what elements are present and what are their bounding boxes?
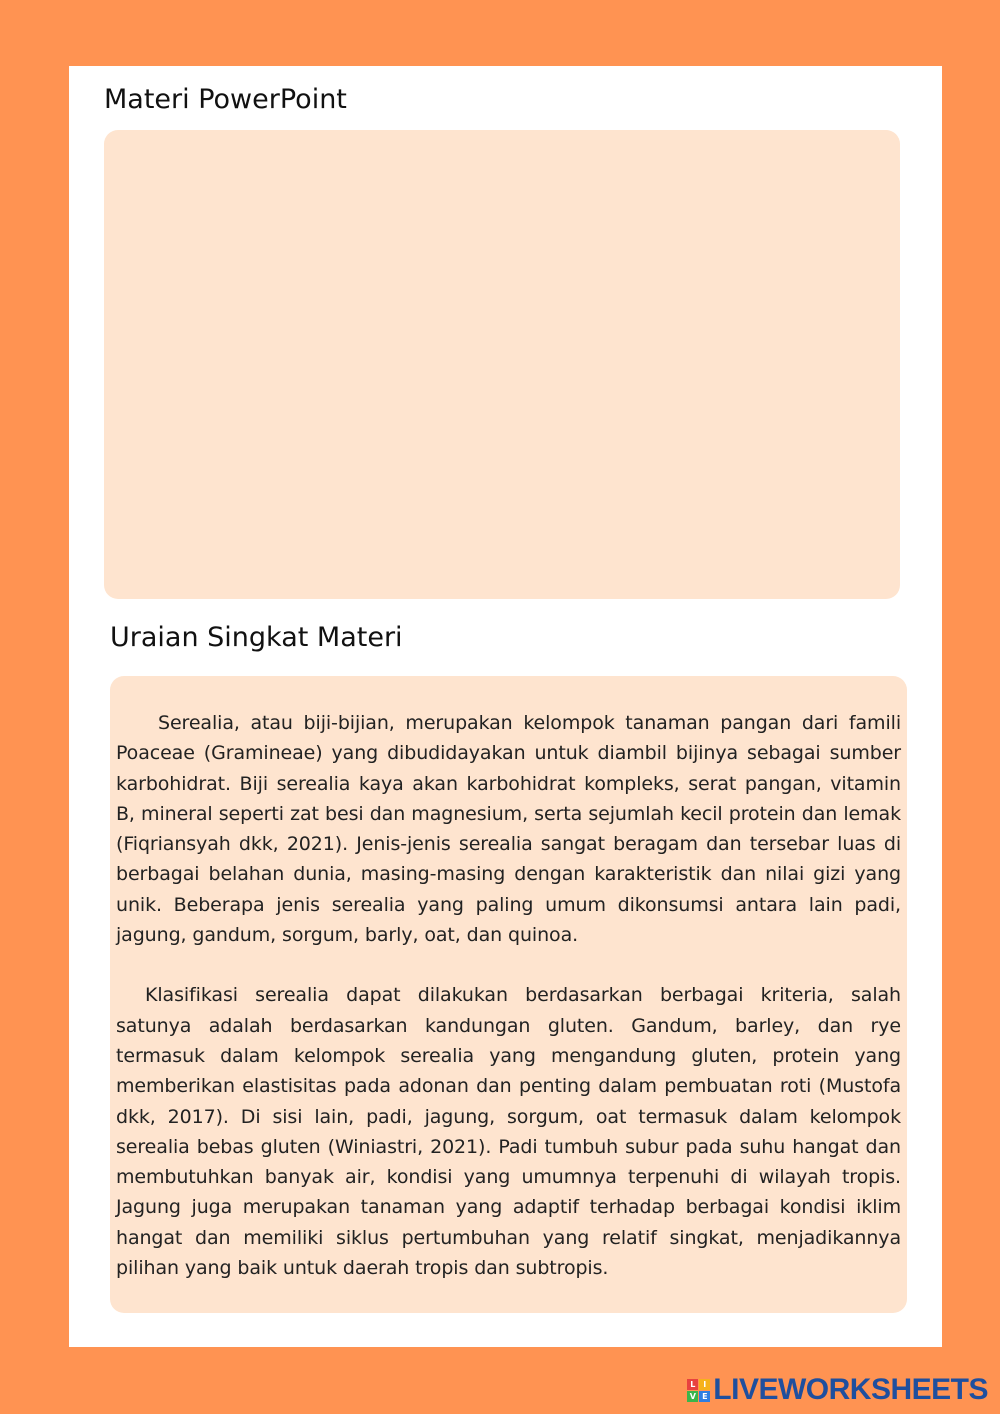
logo-letter-v: V	[687, 1391, 698, 1402]
logo-letter-i: I	[699, 1379, 710, 1390]
summary-text-box	[110, 676, 907, 1313]
powerpoint-embed-area[interactable]	[104, 130, 900, 599]
summary-paragraph-1: Serealia, atau biji-bijian, merupakan kelompok tanaman pangan dari famili Poaceae (Gramineae) yang dibudidayakan untuk diambil bijinya sebagai sumber karbohidrat. Biji serealia kaya akan karbohidrat kompleks, serat pangan, vitamin B, mineral seperti zat besi dan magnesium, serta sejumlah kecil protein dan lemak (Fiqriansyah dkk, 2021). Jenis-jenis serealia sangat beragam dan tersebar luas di berbagai belahan dunia, masing-masing dengan karakteristik dan nilai gizi yang unik. Beberapa jenis serealia yang paling umum dikonsumsi antara lain padi, jagung, gandum, sorgum, barly, oat, dan quinoa.	[116, 712, 901, 947]
powerpoint-section-title: Materi PowerPoint	[104, 84, 347, 115]
liveworksheets-logo	[687, 1374, 988, 1406]
summary-paragraph-2: Klasifikasi serealia dapat dilakukan berdasarkan berbagai kriteria, salah satunya adalah berdasarkan kandungan gluten. Gandum, barley, dan rye termasuk dalam kelompok serealia yang mengandung gluten, protein yang memberikan elastisitas pada adonan dan penting dalam pembuatan roti (Mustofa dkk, 2017). Di sisi lain, padi, jagung, sorgum, oat termasuk dalam kelompok serealia bebas gluten (Winiastri, 2021). Padi tumbuh subur pada suhu hangat dan membutuhkan banyak air, kondisi yang umumnya terpenuhi di wilayah tropis. Jagung juga merupakan tanaman yang adaptif terhadap berbagai kondisi iklim hangat dan memiliki siklus pertumbuhan yang relatif singkat, menjadikannya pilihan yang baik untuk daerah tropis dan subtropis.	[116, 984, 901, 1280]
summary-section-title: Uraian Singkat Materi	[110, 622, 403, 653]
logo-letter-e: E	[699, 1391, 710, 1402]
worksheet-page	[69, 66, 942, 1347]
logo-wordmark: LIVEWORKSHEETS	[713, 1373, 988, 1406]
logo-letter-l: L	[687, 1379, 698, 1390]
logo-mark-icon	[687, 1379, 710, 1402]
